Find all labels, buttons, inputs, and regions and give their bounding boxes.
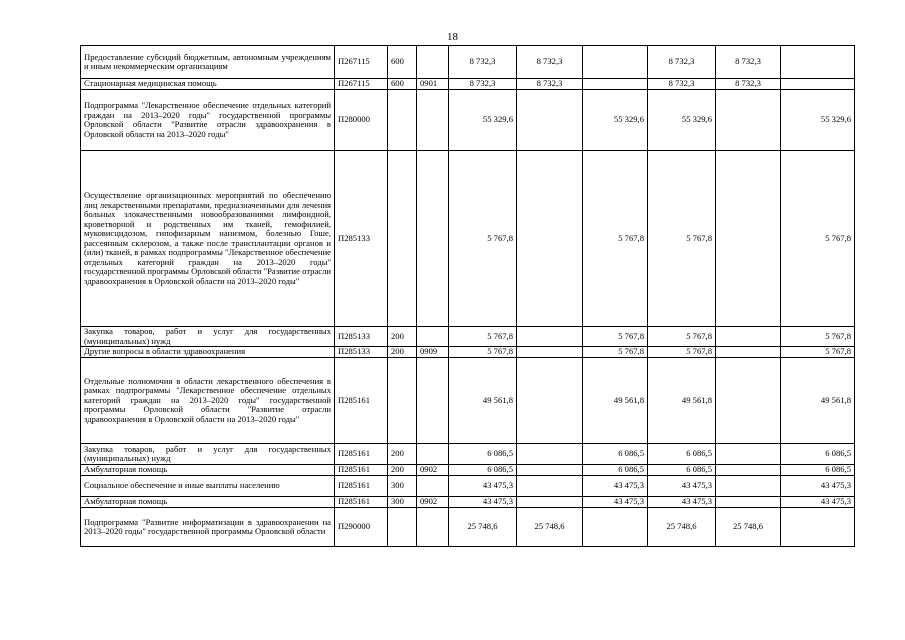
row-value-1: 8 732,3 <box>449 46 517 79</box>
row-code: П267115 <box>335 79 388 90</box>
row-expense-type: 300 <box>388 497 417 508</box>
row-value-6: 5 767,8 <box>781 347 855 358</box>
row-value-4: 5 767,8 <box>648 151 716 327</box>
page-number: 18 <box>447 31 458 43</box>
row-code: П267115 <box>335 46 388 79</box>
row-value-3 <box>583 46 648 79</box>
row-section <box>417 90 449 151</box>
row-value-1: 5 767,8 <box>449 347 517 358</box>
row-expense-type: 600 <box>388 46 417 79</box>
table-body <box>81 46 855 547</box>
row-name: Стационарная медицинская помощь <box>81 79 335 90</box>
row-section: 0902 <box>417 497 449 508</box>
row-expense-type: 600 <box>388 79 417 90</box>
row-value-2 <box>517 90 583 151</box>
row-code: П290000 <box>335 508 388 547</box>
row-name: Другие вопросы в области здравоохранения <box>81 347 335 358</box>
row-name: Отдельные полномочия в области лекарственного обеспечения в рамках подпрограммы "Лекарственное обеспечение отдельных категорий граждан на 2013–2020 годы" государственной программы Орловской области "Развитие отрасли здравоохранения в Орловской области на 2013–2020 годы" <box>81 358 335 444</box>
row-value-4: 6 086,5 <box>648 465 716 476</box>
row-code: П285161 <box>335 497 388 508</box>
row-name: Подпрограмма "Лекарственное обеспечение отдельных категорий граждан на 2013–2020 годы" государственной программы Орловской области "Развитие отрасли здравоохранения в Орловской области на 2013–2020 годы" <box>81 90 335 151</box>
row-code: П285133 <box>335 347 388 358</box>
row-value-1: 43 475,3 <box>449 476 517 497</box>
row-section <box>417 327 449 347</box>
row-name: Предоставление субсидий бюджетным, автономным учреждениям и иным некоммерческим организациям <box>81 46 335 79</box>
row-section: 0902 <box>417 465 449 476</box>
row-value-4: 5 767,8 <box>648 327 716 347</box>
row-value-1: 6 086,5 <box>449 465 517 476</box>
row-name: Закупка товаров, работ и услуг для государственных (муниципальных) нужд <box>81 327 335 347</box>
row-expense-type <box>388 358 417 444</box>
row-value-2 <box>517 151 583 327</box>
row-name: Социальное обеспечение и иные выплаты населению <box>81 476 335 497</box>
row-code: П285161 <box>335 476 388 497</box>
row-value-6: 43 475,3 <box>781 497 855 508</box>
row-expense-type: 200 <box>388 327 417 347</box>
row-name: Закупка товаров, работ и услуг для государственных (муниципальных) нужд <box>81 444 335 465</box>
row-section <box>417 151 449 327</box>
row-value-2 <box>517 444 583 465</box>
table-row <box>81 151 855 327</box>
row-value-5 <box>716 347 781 358</box>
table-row <box>81 476 855 497</box>
row-value-5: 8 732,3 <box>716 46 781 79</box>
row-value-4: 5 767,8 <box>648 347 716 358</box>
row-code: П285161 <box>335 358 388 444</box>
row-expense-type: 200 <box>388 347 417 358</box>
row-value-4: 6 086,5 <box>648 444 716 465</box>
row-value-2: 25 748,6 <box>517 508 583 547</box>
table-row <box>81 358 855 444</box>
budget-table <box>80 45 855 547</box>
row-value-4: 25 748,6 <box>648 508 716 547</box>
row-value-4: 43 475,3 <box>648 497 716 508</box>
row-value-1: 5 767,8 <box>449 327 517 347</box>
row-section <box>417 508 449 547</box>
row-expense-type <box>388 151 417 327</box>
row-value-3: 5 767,8 <box>583 151 648 327</box>
row-value-2 <box>517 497 583 508</box>
table-row <box>81 465 855 476</box>
row-value-6: 55 329,6 <box>781 90 855 151</box>
row-value-5 <box>716 90 781 151</box>
row-value-1: 5 767,8 <box>449 151 517 327</box>
row-value-6: 6 086,5 <box>781 465 855 476</box>
row-expense-type <box>388 508 417 547</box>
row-value-6: 6 086,5 <box>781 444 855 465</box>
row-code: П285133 <box>335 327 388 347</box>
row-section <box>417 358 449 444</box>
row-name: Осуществление организационных мероприятий по обеспечению лиц лекарственными препаратами, предназначенными для лечения больных злокачественными новообразованиями лимфоидной, кроветворной и родственных им тканей, гемофилией, муковисцидозом, гипофизарным нанизмом, болезнью Гоше, рассеянным склерозом, а также после трансплантации органов и (или) тканей, в рамках подпрограммы "Лекарственное обеспечение отдельных категорий граждан на 2013–2020 годы" государственной программы Орловской области "Развитие отрасли здравоохранения в Орловской области на 2013–2020 годы" <box>81 151 335 327</box>
row-value-6 <box>781 508 855 547</box>
row-value-5: 25 748,6 <box>716 508 781 547</box>
row-value-2 <box>517 327 583 347</box>
row-value-2 <box>517 476 583 497</box>
row-value-3: 55 329,6 <box>583 90 648 151</box>
row-value-1: 49 561,8 <box>449 358 517 444</box>
row-name: Амбулаторная помощь <box>81 497 335 508</box>
row-expense-type: 200 <box>388 444 417 465</box>
row-value-3 <box>583 508 648 547</box>
row-value-5 <box>716 444 781 465</box>
row-value-6 <box>781 46 855 79</box>
row-value-4: 8 732,3 <box>648 79 716 90</box>
row-value-2 <box>517 465 583 476</box>
row-value-3: 6 086,5 <box>583 465 648 476</box>
row-value-2 <box>517 358 583 444</box>
row-value-3 <box>583 79 648 90</box>
row-value-6: 43 475,3 <box>781 476 855 497</box>
row-value-5 <box>716 358 781 444</box>
row-value-4: 43 475,3 <box>648 476 716 497</box>
row-value-5: 8 732,3 <box>716 79 781 90</box>
row-value-5 <box>716 497 781 508</box>
row-value-5 <box>716 327 781 347</box>
table-row <box>81 79 855 90</box>
table-row <box>81 508 855 547</box>
table-row <box>81 347 855 358</box>
table-row <box>81 327 855 347</box>
row-value-1: 8 732,3 <box>449 79 517 90</box>
row-value-3: 49 561,8 <box>583 358 648 444</box>
row-value-3: 6 086,5 <box>583 444 648 465</box>
row-value-2: 8 732,3 <box>517 46 583 79</box>
row-value-2: 8 732,3 <box>517 79 583 90</box>
row-section <box>417 476 449 497</box>
table-row <box>81 46 855 79</box>
row-section: 0909 <box>417 347 449 358</box>
row-value-6: 5 767,8 <box>781 327 855 347</box>
table-row <box>81 497 855 508</box>
row-value-6: 5 767,8 <box>781 151 855 327</box>
row-expense-type: 200 <box>388 465 417 476</box>
row-value-4: 8 732,3 <box>648 46 716 79</box>
row-section: 0901 <box>417 79 449 90</box>
row-code: П285161 <box>335 444 388 465</box>
row-name: Амбулаторная помощь <box>81 465 335 476</box>
row-code: П285133 <box>335 151 388 327</box>
row-expense-type <box>388 90 417 151</box>
row-expense-type: 300 <box>388 476 417 497</box>
table-row <box>81 444 855 465</box>
row-value-5 <box>716 476 781 497</box>
row-value-3: 5 767,8 <box>583 347 648 358</box>
row-value-5 <box>716 151 781 327</box>
table-row <box>81 90 855 151</box>
row-value-4: 55 329,6 <box>648 90 716 151</box>
row-value-4: 49 561,8 <box>648 358 716 444</box>
row-value-1: 25 748,6 <box>449 508 517 547</box>
row-section <box>417 444 449 465</box>
row-value-3: 5 767,8 <box>583 327 648 347</box>
row-value-6 <box>781 79 855 90</box>
row-value-5 <box>716 465 781 476</box>
row-value-1: 43 475,3 <box>449 497 517 508</box>
row-value-3: 43 475,3 <box>583 497 648 508</box>
row-code: П280000 <box>335 90 388 151</box>
row-value-2 <box>517 347 583 358</box>
row-value-3: 43 475,3 <box>583 476 648 497</box>
row-value-6: 49 561,8 <box>781 358 855 444</box>
row-name: Подпрограмма "Развитие информатизации в здравоохранении на 2013–2020 годы" государственной программы Орловской области <box>81 508 335 547</box>
row-value-1: 6 086,5 <box>449 444 517 465</box>
row-code: П285161 <box>335 465 388 476</box>
row-section <box>417 46 449 79</box>
row-value-1: 55 329,6 <box>449 90 517 151</box>
